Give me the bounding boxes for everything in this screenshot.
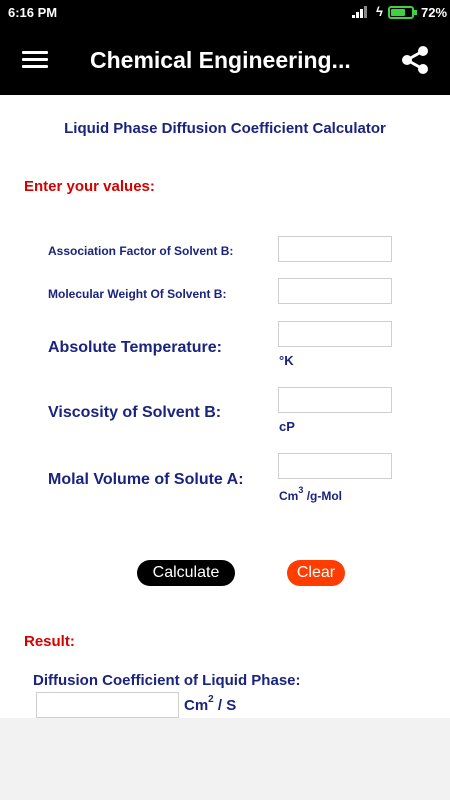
charging-bolt-icon: ϟ <box>376 4 383 19</box>
viscosity-input[interactable] <box>278 387 392 413</box>
temperature-unit: °K <box>279 353 294 368</box>
result-unit: Cm$^2$ / S <box>184 694 237 714</box>
molal-volume-label: Molal Volume of Solute A: <box>48 471 244 488</box>
viscosity-unit: cP <box>279 419 295 434</box>
battery-icon <box>388 6 414 19</box>
molecular-weight-input[interactable] <box>278 278 392 304</box>
result-label: Diffusion Coefficient of Liquid Phase: <box>33 672 301 689</box>
clear-button[interactable]: Clear <box>287 560 345 586</box>
app-title: Chemical Engineering... <box>90 47 351 73</box>
status-time: 6:16 PM <box>8 5 58 20</box>
app-bar <box>0 25 450 95</box>
bottom-empty-area <box>0 718 450 800</box>
status-bar <box>0 0 450 25</box>
battery-percent: 72% <box>421 5 448 20</box>
calculate-button[interactable]: Calculate <box>137 560 235 586</box>
molal-volume-unit: Cm$^3$ /g-Mol <box>279 485 343 503</box>
signal-icon <box>352 6 368 18</box>
molal-volume-input[interactable] <box>278 453 392 479</box>
absolute-temperature-input[interactable] <box>278 321 392 347</box>
calculator-panel <box>0 95 450 718</box>
hamburger-menu-icon[interactable] <box>22 51 48 69</box>
viscosity-label: Viscosity of Solvent B: <box>48 404 222 421</box>
result-output[interactable] <box>36 692 179 718</box>
input-section-label: Enter your values: <box>24 178 155 195</box>
result-section-label: Result: <box>24 633 75 650</box>
association-factor-label: Association Factor of Solvent B: <box>48 244 234 258</box>
absolute-temperature-label: Absolute Temperature: <box>48 339 222 356</box>
calculator-heading: Liquid Phase Diffusion Coefficient Calculator <box>64 120 386 137</box>
share-icon[interactable] <box>399 44 431 76</box>
molecular-weight-label: Molecular Weight Of Solvent B: <box>48 287 227 301</box>
association-factor-input[interactable] <box>278 236 392 262</box>
